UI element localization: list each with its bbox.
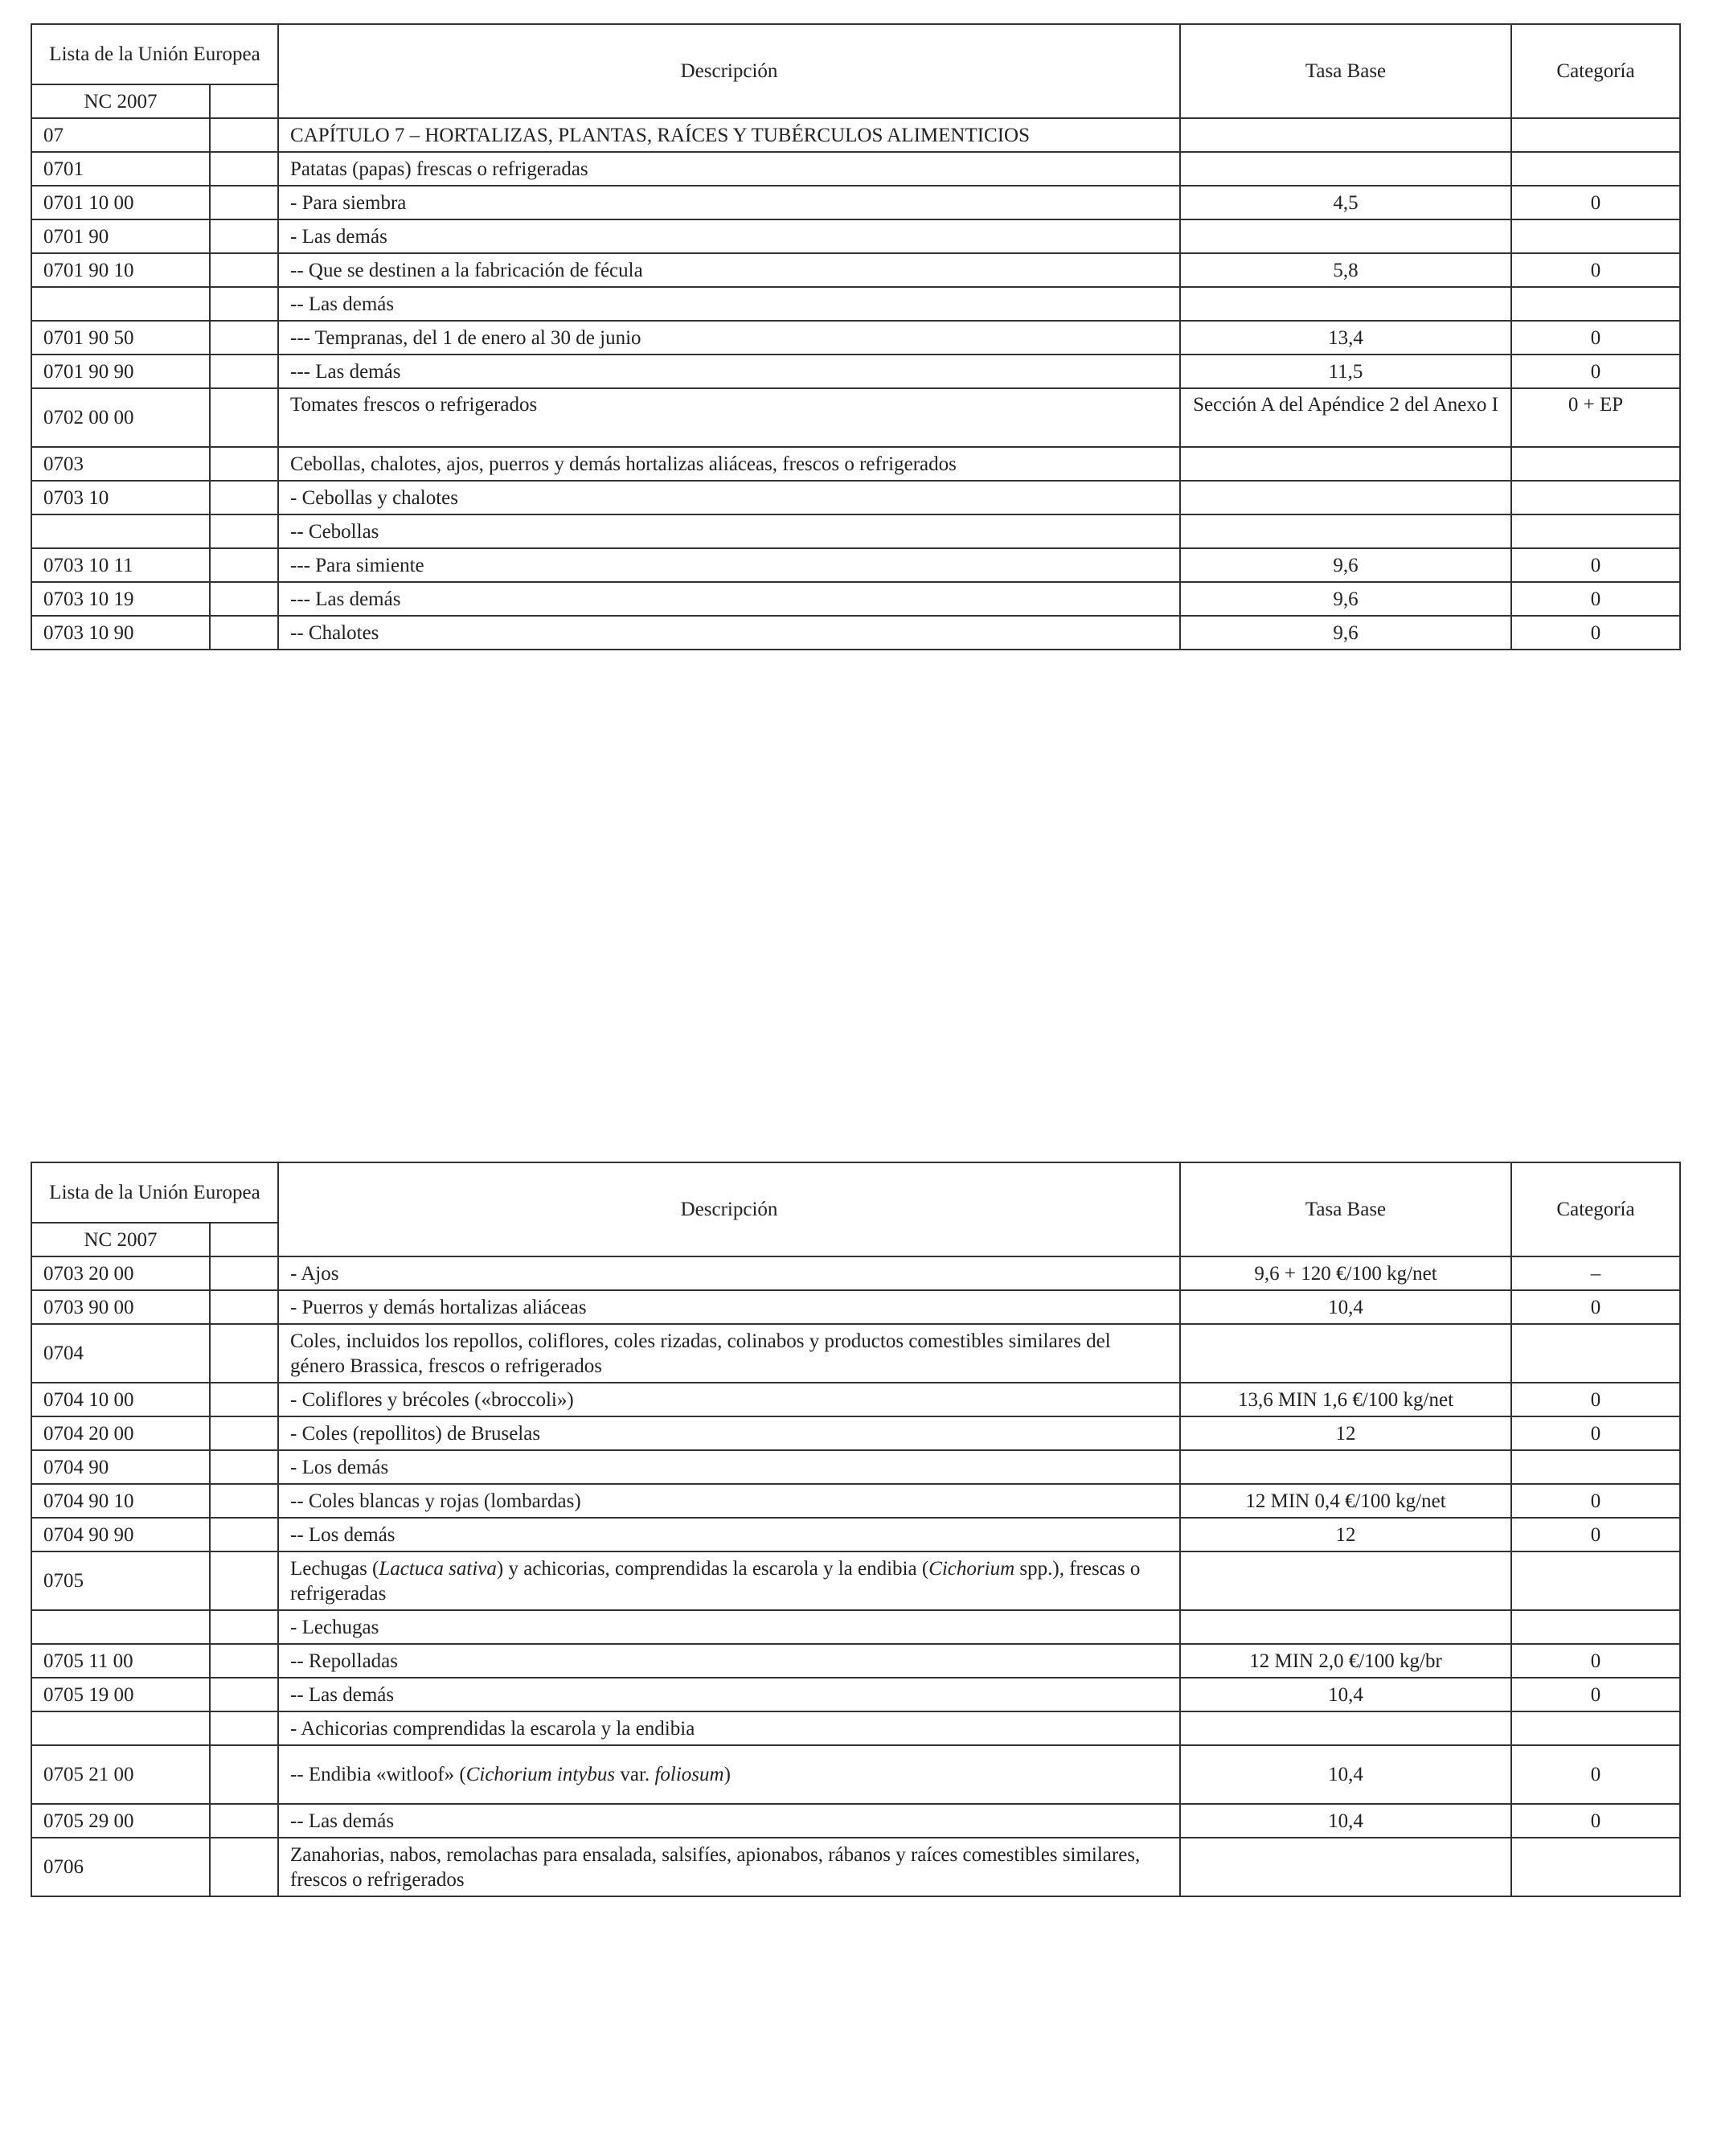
blank-cell [210,1383,278,1416]
category-cell [1511,287,1680,321]
table-body [31,118,1680,650]
table-row [31,1290,1680,1324]
description-fragment: ) y achicorias, comprendidas la escarola y la endibia ( [496,1557,929,1580]
blank-cell [210,253,278,287]
nc-code-cell: 0704 90 [31,1450,210,1484]
category-cell: 0 [1511,1518,1680,1551]
description-cell: Zanahorias, nabos, remolachas para ensalada, salsifíes, apionabos, rábanos y raíces comestibles similares, frescos o refrigerados [278,1838,1180,1896]
description-cell: --- Tempranas, del 1 de enero al 30 de junio [278,321,1180,355]
table-row [31,1644,1680,1678]
table-row [31,481,1680,514]
base-rate-cell [1180,287,1511,321]
header-base-rate: Tasa Base [1180,24,1511,118]
table-row [31,287,1680,321]
table-row [31,1745,1680,1804]
blank-cell [210,1745,278,1804]
base-rate-cell: 9,6 + 120 €/100 kg/net [1180,1256,1511,1290]
blank-cell [210,1610,278,1644]
category-cell: – [1511,1256,1680,1290]
description-fragment: ) [723,1764,731,1785]
base-rate-cell: 9,6 [1180,616,1511,650]
blank-cell [210,321,278,355]
category-cell: 0 [1511,1290,1680,1324]
category-cell [1511,1610,1680,1644]
description-cell: -- Las demás [278,1804,1180,1838]
nc-code-cell: 0703 [31,447,210,481]
blank-cell [210,186,278,219]
table-row [31,1838,1680,1896]
header-category: Categoría [1511,1162,1680,1256]
description-cell: --- Para simiente [278,548,1180,582]
base-rate-cell [1180,481,1511,514]
base-rate-cell [1180,219,1511,253]
description-cell: --- Las demás [278,582,1180,616]
blank-cell [210,1518,278,1551]
base-rate-cell: 10,4 [1180,1290,1511,1324]
nc-code-cell: 07 [31,118,210,152]
description-cell: - Coliflores y brécoles («broccoli») [278,1383,1180,1416]
header-nc-2007: NC 2007 [31,1223,210,1256]
description-fragment: Lechugas ( [290,1557,379,1580]
description-cell: - Coles (repollitos) de Bruselas [278,1416,1180,1450]
table-row [31,447,1680,481]
header-description: Descripción [278,1162,1180,1256]
blank-cell [210,447,278,481]
header-row [31,24,1680,84]
header-category: Categoría [1511,24,1680,118]
table-row [31,219,1680,253]
nc-code-cell: 0703 10 11 [31,548,210,582]
nc-code-cell: 0705 11 00 [31,1644,210,1678]
table-row [31,1416,1680,1450]
header-nc-2007: NC 2007 [31,84,210,118]
nc-code-cell: 0704 90 90 [31,1518,210,1551]
category-cell: 0 [1511,253,1680,287]
blank-cell [210,1416,278,1450]
blank-cell [210,514,278,548]
nc-code-cell: 0704 [31,1324,210,1383]
description-fragment: spp.), frescas o refrigeradas [290,1557,1141,1605]
category-cell: 0 [1511,1644,1680,1678]
table-row [31,514,1680,548]
base-rate-cell: 11,5 [1180,355,1511,388]
header-base-rate: Tasa Base [1180,1162,1511,1256]
category-cell [1511,1711,1680,1745]
blank-cell [210,481,278,514]
category-cell [1511,481,1680,514]
category-cell: 0 [1511,548,1680,582]
nc-code-cell: 0701 90 90 [31,355,210,388]
nc-code-cell: 0705 [31,1551,210,1610]
nc-code-cell: 0703 20 00 [31,1256,210,1290]
nc-code-cell: 0704 10 00 [31,1383,210,1416]
blank-cell [210,1290,278,1324]
description-cell: -- Que se destinen a la fabricación de fécula [278,253,1180,287]
header-list-eu: Lista de la Unión Europea [31,24,278,84]
base-rate-cell: 12 MIN 2,0 €/100 kg/br [1180,1644,1511,1678]
base-rate-cell: 12 [1180,1416,1511,1450]
description-fragment: Cichorium intybus [465,1764,616,1785]
category-cell: 0 [1511,1484,1680,1518]
base-rate-cell [1180,1711,1511,1745]
description-fragment: Cichorium [928,1557,1015,1580]
base-rate-cell: 12 [1180,1518,1511,1551]
blank-cell [210,118,278,152]
table-row [31,1711,1680,1745]
table-row [31,1804,1680,1838]
description-cell: -- Coles blancas y rojas (lombardas) [278,1484,1180,1518]
nc-code-cell: 0704 20 00 [31,1416,210,1450]
table-row [31,548,1680,582]
table-row [31,118,1680,152]
header-row [31,1162,1680,1223]
blank-cell [210,1711,278,1745]
category-cell [1511,1324,1680,1383]
description-cell: - Puerros y demás hortalizas aliáceas [278,1290,1180,1324]
base-rate-cell: 9,6 [1180,582,1511,616]
table-row [31,616,1680,650]
description-cell: - Lechugas [278,1610,1180,1644]
description-fragment: -- Endibia «witloof» ( [290,1764,466,1785]
base-rate-cell [1180,1324,1511,1383]
nc-code-cell [31,1711,210,1745]
category-cell: 0 [1511,616,1680,650]
nc-code-cell: 0706 [31,1838,210,1896]
category-cell: 0 [1511,321,1680,355]
nc-code-cell: 0703 10 [31,481,210,514]
nc-code-cell: 0705 19 00 [31,1678,210,1711]
category-cell: 0 + EP [1511,388,1680,447]
base-rate-cell: 4,5 [1180,186,1511,219]
table-row [31,1383,1680,1416]
description-cell: CAPÍTULO 7 – HORTALIZAS, PLANTAS, RAÍCES Y TUBÉRCULOS ALIMENTICIOS [278,118,1180,152]
category-cell: 0 [1511,355,1680,388]
description-cell: - Para siembra [278,186,1180,219]
base-rate-cell: 9,6 [1180,548,1511,582]
category-cell [1511,1450,1680,1484]
nc-code-cell [31,1610,210,1644]
category-cell: 0 [1511,186,1680,219]
blank-cell [210,1450,278,1484]
header-blank-cell [210,1223,278,1256]
base-rate-cell: 12 MIN 0,4 €/100 kg/net [1180,1484,1511,1518]
nc-code-cell: 0705 21 00 [31,1745,210,1804]
table-row [31,321,1680,355]
description-cell: - Cebollas y chalotes [278,481,1180,514]
base-rate-cell: Sección A del Apéndice 2 del Anexo I [1180,388,1511,447]
base-rate-cell [1180,1838,1511,1896]
blank-cell [210,548,278,582]
base-rate-cell: 10,4 [1180,1745,1511,1804]
nc-code-cell [31,287,210,321]
description-cell: -- Chalotes [278,616,1180,650]
nc-code-cell: 0701 90 10 [31,253,210,287]
description-cell: - Las demás [278,219,1180,253]
base-rate-cell: 5,8 [1180,253,1511,287]
table-row [31,152,1680,186]
category-cell [1511,152,1680,186]
blank-cell [210,388,278,447]
nc-code-cell: 0701 10 00 [31,186,210,219]
nc-code-cell: 0702 00 00 [31,388,210,447]
nc-code-cell: 0705 29 00 [31,1804,210,1838]
description-cell: - Los demás [278,1450,1180,1484]
header-description: Descripción [278,24,1180,118]
blank-cell [210,1324,278,1383]
description-cell: Cebollas, chalotes, ajos, puerros y demás hortalizas aliáceas, frescos o refrigerados [278,447,1180,481]
table-row [31,1450,1680,1484]
nc-code-cell: 0703 90 00 [31,1290,210,1324]
tariff-table-1 [31,23,1681,650]
base-rate-cell [1180,1610,1511,1644]
description-cell: --- Las demás [278,355,1180,388]
nc-code-cell: 0701 90 [31,219,210,253]
table-row [31,1484,1680,1518]
blank-cell [210,1644,278,1678]
category-cell [1511,118,1680,152]
table-row [31,1324,1680,1383]
category-cell: 0 [1511,1804,1680,1838]
description-cell: -- Las demás [278,1678,1180,1711]
table-body [31,1256,1680,1896]
base-rate-cell: 13,4 [1180,321,1511,355]
base-rate-cell [1180,514,1511,548]
table-row [31,355,1680,388]
description-cell: Tomates frescos o refrigerados [278,388,1180,447]
description-fragment: var. [615,1764,655,1785]
category-cell [1511,1551,1680,1610]
base-rate-cell [1180,447,1511,481]
base-rate-cell [1180,1450,1511,1484]
category-cell: 0 [1511,1383,1680,1416]
description-cell [278,1745,1180,1804]
description-cell: - Achicorias comprendidas la escarola y la endibia [278,1711,1180,1745]
category-cell: 0 [1511,1678,1680,1711]
table-row [31,388,1680,447]
category-cell [1511,1838,1680,1896]
description-cell: Patatas (papas) frescas o refrigeradas [278,152,1180,186]
base-rate-cell [1180,1551,1511,1610]
tariff-table-2 [31,1162,1681,1897]
category-cell [1511,514,1680,548]
blank-cell [210,219,278,253]
table-row [31,1551,1680,1610]
category-cell: 0 [1511,1745,1680,1804]
table-row [31,1610,1680,1644]
blank-cell [210,1484,278,1518]
table-row [31,1256,1680,1290]
blank-cell [210,1551,278,1610]
nc-code-cell: 0704 90 10 [31,1484,210,1518]
table-row [31,186,1680,219]
table-row [31,1678,1680,1711]
blank-cell [210,152,278,186]
header-list-eu: Lista de la Unión Europea [31,1162,278,1223]
base-rate-cell [1180,118,1511,152]
description-fragment: foliosum [654,1764,724,1785]
base-rate-cell [1180,152,1511,186]
description-fragment: Lactuca sativa [379,1557,497,1580]
blank-cell [210,1804,278,1838]
base-rate-cell: 13,6 MIN 1,6 €/100 kg/net [1180,1383,1511,1416]
nc-code-cell: 0701 [31,152,210,186]
description-cell: -- Repolladas [278,1644,1180,1678]
nc-code-cell: 0703 10 90 [31,616,210,650]
category-cell [1511,447,1680,481]
nc-code-cell: 0703 10 19 [31,582,210,616]
table-row [31,1518,1680,1551]
category-cell [1511,219,1680,253]
description-cell [278,1551,1180,1610]
nc-code-cell [31,514,210,548]
table-row [31,253,1680,287]
table-row [31,582,1680,616]
category-cell: 0 [1511,1416,1680,1450]
base-rate-cell: 10,4 [1180,1678,1511,1711]
nc-code-cell: 0701 90 50 [31,321,210,355]
blank-cell [210,1838,278,1896]
category-cell: 0 [1511,582,1680,616]
blank-cell [210,1256,278,1290]
blank-cell [210,287,278,321]
base-rate-cell: 10,4 [1180,1804,1511,1838]
blank-cell [210,616,278,650]
description-cell: -- Los demás [278,1518,1180,1551]
blank-cell [210,355,278,388]
description-cell: Coles, incluidos los repollos, coliflores, coles rizadas, colinabos y productos comestibles similares del género Brassica, frescos o refrigerados [278,1324,1180,1383]
blank-cell [210,1678,278,1711]
header-blank-cell [210,84,278,118]
description-cell: - Ajos [278,1256,1180,1290]
description-cell: -- Cebollas [278,514,1180,548]
blank-cell [210,582,278,616]
description-cell: -- Las demás [278,287,1180,321]
